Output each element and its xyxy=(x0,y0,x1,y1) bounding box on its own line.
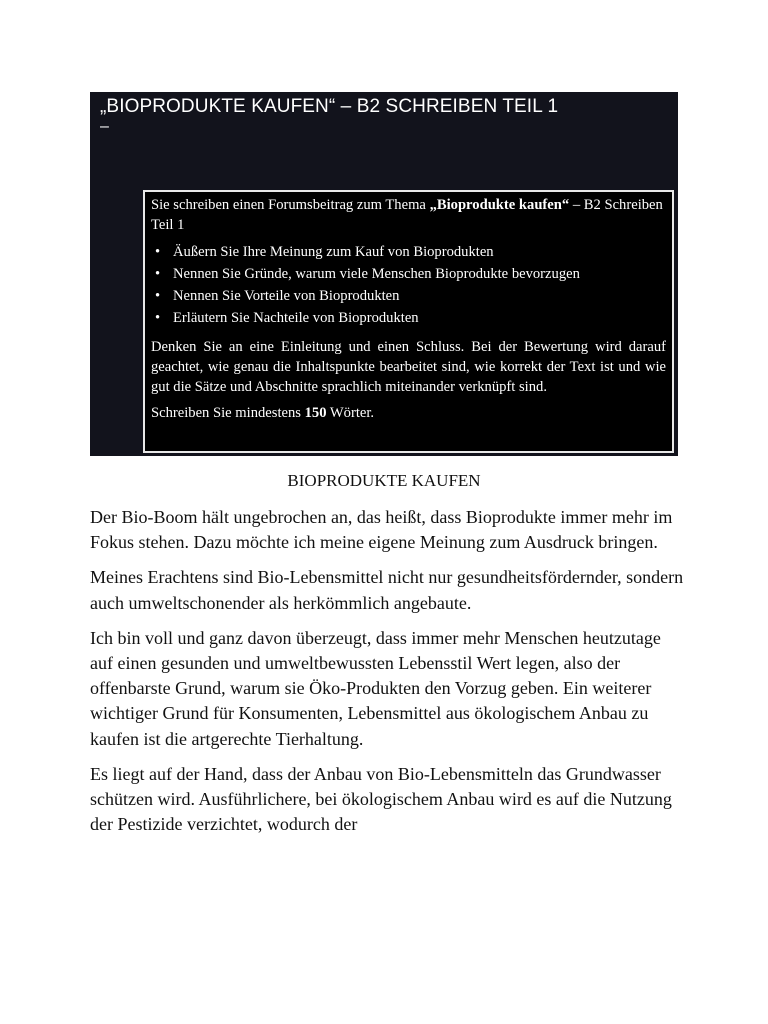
task-intro xyxy=(151,195,666,235)
wordcount-number: 150 xyxy=(304,405,327,421)
task-bullet-list xyxy=(151,241,666,329)
paragraph: Es liegt auf der Hand, dass der Anbau von Bio-Lebensmitteln das Grundwasser schützen wird. Ausführlichere, bei ökologischem Anbau wird es auf die Nutzung der Pestizide verzichtet, wodurch der xyxy=(90,763,672,835)
paragraph: Meines Erachtens sind Bio-Lebensmittel nicht nur gesundheitsfördernder, sondern auch umweltschonender als herkömmlich angebaute. xyxy=(90,567,684,613)
task-box xyxy=(143,190,674,453)
task-intro-suffix: – B2 Schreiben Teil 1 xyxy=(151,197,663,233)
document-title: BIOPRODUKTE KAUFEN xyxy=(287,471,481,490)
task-instruction: Denken Sie an eine Einleitung und einen Schluss. Bei der Bewertung wird darauf geachtet, wie genau die Inhaltspunkte bearbeitet sind, wie korrekt der Text ist und wie gut die Sätze und Abschnitte sprachlich miteinander verknüpft sind. xyxy=(151,339,666,395)
document-body xyxy=(90,505,685,847)
paragraph: Ich bin voll und ganz davon überzeugt, dass immer mehr Menschen heutzutage auf einen gesunden und umweltbewussten Lebensstil Wert legen, also der offenbarste Grund, warum sie Öko-Produkten den Vorzug geben. Ein weiterer wichtiger Grund für Konsumenten, Lebensmittel aus ökologischem Anbau zu kaufen ist die artgerechte Tierhaltung. xyxy=(90,627,661,749)
task-intro-prefix: Sie schreiben einen Forumsbeitrag zum Thema xyxy=(151,197,430,213)
task-bullet: • Nennen Sie Vorteile von Bioprodukten xyxy=(173,285,666,307)
task-bullet: • Erläutern Sie Nachteile von Bioprodukten xyxy=(173,307,666,329)
header-banner xyxy=(90,92,678,456)
paragraph: Der Bio-Boom hält ungebrochen an, das heißt, dass Bioprodukte immer mehr im Fokus stehen. Dazu möchte ich meine eigene Meinung zum Ausdruck bringen. xyxy=(90,507,673,553)
task-bullet: • Nennen Sie Gründe, warum viele Menschen Bioprodukte bevorzugen xyxy=(173,263,666,285)
banner-dash: – xyxy=(100,118,109,135)
banner-title: „BIOPRODUKTE KAUFEN“ – B2 SCHREIBEN TEIL 1 xyxy=(100,96,559,117)
task-intro-bold: „Bioprodukte kaufen“ xyxy=(429,197,570,213)
task-wordcount xyxy=(151,403,666,423)
wordcount-suffix: Wörter. xyxy=(326,405,375,421)
wordcount-prefix: Schreiben Sie mindestens xyxy=(151,405,305,421)
task-bullet: • Äußern Sie Ihre Meinung zum Kauf von Bioprodukten xyxy=(173,241,666,263)
